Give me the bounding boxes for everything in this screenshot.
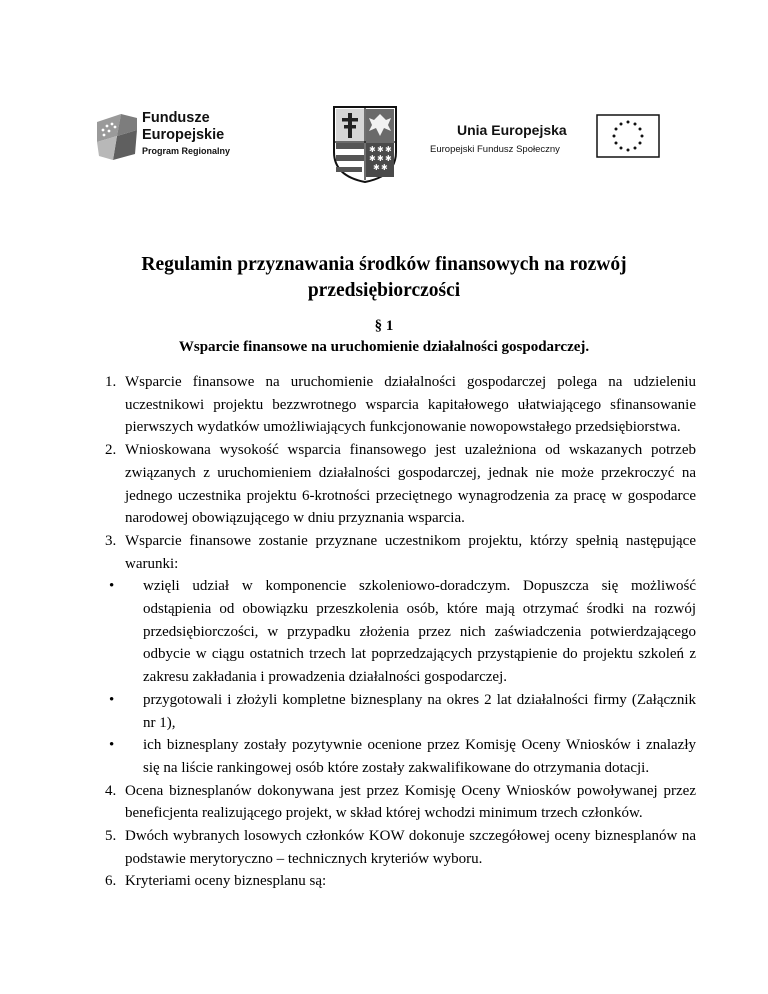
svg-text:✱: ✱: [369, 154, 376, 163]
svg-text:✱: ✱: [369, 145, 376, 154]
list-item: 4. Ocena biznesplanów dokonywana jest przez Komisję Oceny Wniosków powoływanej przez beneficjenta realizującego projekt, w skład której wchodzi minimum trzech członków.: [105, 782, 696, 822]
svg-text:✱: ✱: [385, 145, 392, 154]
regional-coat-of-arms-icon: [331, 104, 399, 184]
eu-flag-icon: [596, 114, 660, 158]
ue-subtitle: Europejski Fundusz Społeczny: [430, 144, 560, 155]
document-title: Regulamin przyznawania środków finansowych na rozwój przedsiębiorczości: [141, 254, 627, 301]
fe-title-line2: Europejskie: [142, 127, 225, 143]
regulation-list: [105, 371, 696, 893]
svg-text:✱: ✱: [385, 154, 392, 163]
svg-text:✱: ✱: [381, 163, 388, 172]
bullet-icon: •: [109, 691, 115, 708]
bullet-item: • ich biznesplany zostały pozytywnie ocenione przez Komisję Oceny Wniosków i znalazły się na liście rankingowej osób które zostały zakwalifikowane do otrzymania dotacji.: [105, 734, 696, 779]
list-item: 3. Wsparcie finansowe zostanie przyznane uczestnikom projektu, którzy spełnią następujące warunki:: [105, 532, 696, 572]
bullet-item: • przygotowali i złożyli kompletne biznesplany na okres 2 lat działalności firmy (Załącznik nr 1),: [105, 689, 696, 734]
list-item: 2. Wnioskowana wysokość wsparcia finansowego jest uzależniona od wskazanych potrzeb związanych z uruchomieniem działalności gospodarczej, jednak nie może przekroczyć na jednego uczestnika projektu 6-krotności przeciętnego wynagrodzenia za pracę w gospodarce narodowej obowiązującego w dniu przyznania wsparcia.: [105, 442, 696, 527]
list-item: 6. Kryteriami oceny biznesplanu są:: [105, 873, 327, 890]
header-logos: [0, 104, 768, 184]
svg-text:✱: ✱: [377, 145, 384, 154]
paragraph-number: § 1: [374, 318, 394, 334]
bullet-item: • wzięli udział w komponencie szkoleniowo-doradczym. Dopuszcza się możliwość odstąpienia od obowiązku przeszkolenia osób, które mają otrzymać środki na rozwój przedsiębiorczości, w przypadku złożenia przez nich zaświadczenia potwierdzającego odbycie w ciągu ostatnich trzech lat poprzedzających przystąpienie do projektu szkoleń z zakresu zakładania i prowadzenia działalności gospodarczej.: [105, 575, 696, 689]
fundusze-europejskie-emblem-icon: [95, 112, 139, 162]
bullet-icon: •: [109, 737, 115, 754]
list-item: 1. Wsparcie finansowe na uruchomienie działalności gospodarczej polega na udzieleniu uczestnikowi projektu bezzwrotnego wsparcia kapitałowego ułatwiającego sfinansowanie pierwszych wydatków umożliwiających funkcjonowanie nowopowstałego przedsiębiorstwa.: [105, 374, 696, 436]
svg-text:✱: ✱: [377, 154, 384, 163]
bullet-icon: •: [109, 578, 115, 595]
fe-title-line1: Fundusze: [142, 110, 210, 126]
ue-title: Unia Europejska: [457, 122, 567, 138]
fe-subtitle: Program Regionalny: [142, 146, 231, 156]
svg-text:✱: ✱: [373, 163, 380, 172]
paragraph-title: Wsparcie finansowe na uruchomienie działalności gospodarczej.: [178, 339, 590, 355]
list-item: 5. Dwóch wybranych losowych członków KOW dokonuje szczegółowej oceny biznesplanów na podstawie merytoryczno – technicznych kryteriów wyboru.: [105, 828, 696, 867]
fundusze-europejskie-logo: [95, 108, 265, 164]
